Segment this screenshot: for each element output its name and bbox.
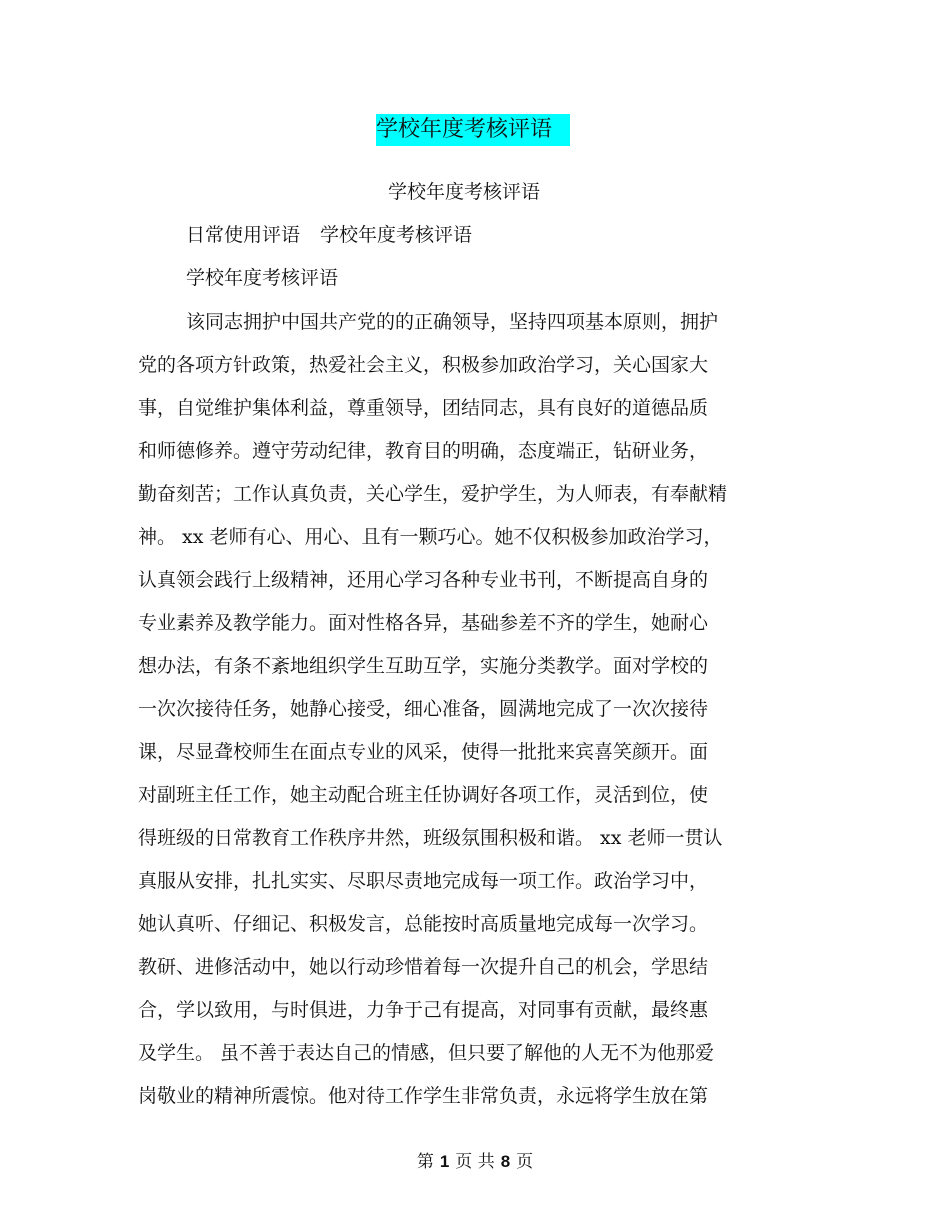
body-line: 想办法，有条不紊地组织学生互助互学，实施分类教学。面对学校的 [138, 655, 709, 677]
body-line: 该同志拥护中国共产党的的正确领导，坚持四项基本原则，拥护 [186, 311, 719, 333]
body-line: 一次次接待任务，她静心接受，细心准备，圆满地完成了一次次接待 [138, 698, 709, 720]
section-heading: 学校年度考核评语 [186, 267, 339, 289]
document-title: 学校年度考核评语 [376, 114, 570, 146]
meta-value: 学校年度考核评语 [320, 224, 473, 246]
footer-middle: 页 共 [455, 1152, 495, 1172]
body-line: 得班级的日常教育工作秩序井然，班级氛围积极和谐。 xx 老师一贯认 [138, 827, 723, 849]
body-line: 认真领会践行上级精神，还用心学习各种专业书刊，不断提高自身的 [138, 569, 709, 591]
body-line: 及学生。 虽不善于表达自己的情感，但只要了解他的人无不为他那爱 [138, 1042, 715, 1064]
document-subtitle: 学校年度考核评语 [388, 181, 541, 203]
footer-total-pages: 8 [500, 1152, 511, 1171]
footer-suffix: 页 [516, 1152, 534, 1172]
body-line: 勤奋刻苦；工作认真负责，关心学生，爱护学生，为人师表，有奉献精 [138, 483, 728, 505]
body-line: 事，自觉维护集体利益，尊重领导，团结同志，具有良好的道德品质 [138, 397, 709, 419]
body-line: 合，学以致用，与时俱进，力争于己有提高，对同事有贡献，最终惠 [138, 999, 709, 1021]
footer-prefix: 第 [416, 1152, 434, 1172]
body-line: 教研、进修活动中，她以行动珍惜着每一次提升自己的机会，学思结 [138, 956, 709, 978]
body-line: 岗敬业的精神所震惊。他对待工作学生非常负责，永远将学生放在第 [138, 1085, 709, 1107]
meta-label: 日常使用评语 [186, 224, 301, 246]
body-line: 对副班主任工作，她主动配合班主任协调好各项工作，灵活到位，使 [138, 784, 709, 806]
body-line: 和师德修养。遵守劳动纪律，教育目的明确，态度端正，钻研业务， [138, 440, 709, 462]
body-line: 专业素养及教学能力。面对性格各异，基础参差不齐的学生，她耐心 [138, 612, 709, 634]
body-line: 课，尽显聋校师生在面点专业的风采，使得一批批来宾喜笑颜开。面 [138, 741, 709, 763]
footer-page-number: 1 [439, 1152, 450, 1171]
body-line: 神。 xx 老师有心、用心、且有一颗巧心。她不仅积极参加政治学习， [138, 526, 723, 548]
document-meta [186, 223, 472, 247]
body-line: 党的各项方针政策，热爱社会主义，积极参加政治学习，关心国家大 [138, 354, 709, 376]
body-line: 真服从安排，扎扎实实、尽职尽责地完成每一项工作。政治学习中， [138, 870, 709, 892]
page-footer [0, 1150, 950, 1174]
body-line: 她认真听、仔细记、积极发言，总能按时高质量地完成每一次学习。 [138, 913, 709, 935]
